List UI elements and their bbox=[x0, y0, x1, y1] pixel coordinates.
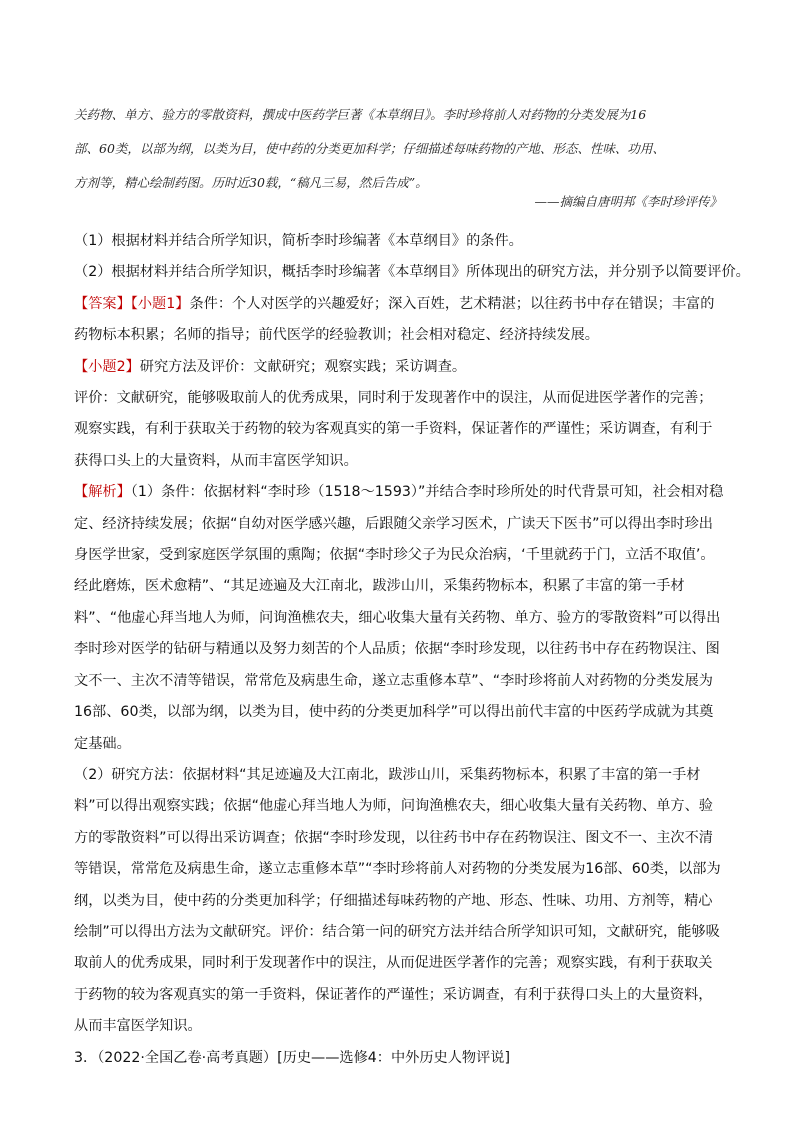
question-1: （1）根据材料并结合所学知识，简析李时珍编著《本草纲目》的条件。 bbox=[74, 233, 523, 249]
sub-question-1-label: 【小题1】 bbox=[130, 295, 190, 312]
material-source-citation: ——摘编自唐明邦《李时珍评传》 bbox=[534, 194, 722, 209]
sub-question-2-label: 【小题2】 bbox=[74, 358, 140, 375]
next-question-heading: 3．（2022·全国乙卷·高考真题）[历史——选修4：中外历史人物评说] bbox=[74, 1049, 511, 1066]
analysis-part-1-text: （1）条件：依据材料“李时珍（1518～1593）”并结合李时珍所处的时代背景可知，社会相对稳定、经济持续发展；依据“自幼对医学感兴趣，后跟随父亲学习医术，广读天下医书”可以得出李时珍出身医学世家，受到家庭医学氛围的熏陶；依据“李时珍父子为民众治病，‘千里就药于门，立活不取值’。经此磨炼，医术愈精”、“其足迹遍及大江南北，跋涉山川，采集药物标本，积累了丰富的第一手材料”、“他虚心拜当地人为师，问询渔樵农夫，细心收集大量有关药物、单方、验方的零散资料”可以得出李时珍对医学的钻研与精通以及努力刻苦的个人品质；依据“李时珍发现，以往药书中存在药物误注、图文不一、主次不清等错误，常常危及病患生命，遂立志重修本草”、“李时珍将前人对药物的分类发展为16部、60类，以部为纲，以类为目，使中药的分类更加科学”可以得出前代丰富的中医药学成就为其奠定基础。 bbox=[74, 484, 724, 752]
question-2: （2）根据材料并结合所学知识，概括李时珍编著《本草纲目》所体现出的研究方法，并分别予以简要评价。 bbox=[74, 264, 750, 281]
analysis-part-2: （2）研究方法：依据材料“其足迹遍及大江南北，跋涉山川，采集药物标本，积累了丰富的第一手材料”可以得出观察实践；依据“他虚心拜当地人为师，问询渔樵农夫，细心收集大量有关药物、单方、验方的零散资料”可以得出采访调查；依据“李时珍发现，以往药书中存在药物误注、图文不一、主次不清等错误，常常危及病患生命，遂立志重修本草”“李时珍将前人对药物的分类发展为16部、60类，以部为纲，以类为目，使中药的分类更加科学；仔细描述每味药物的产地、形态、性味、功用、方剂等，精心绘制”可以得出方法为文献研究。评价：结合第一问的研究方法并结合所学知识可知，文献研究，能够吸取前人的优秀成果，同时利于发现著作中的误注，从而促进医学著作的完善；观察实践，有利于获取关于药物的较为客观真实的第一手资料，保证著作的严谨性；采访调查，有利于获得口头上的大量资料，从而丰富医学知识。 bbox=[74, 766, 721, 1035]
source-material-excerpt bbox=[74, 98, 724, 200]
answer-label: 【答案】 bbox=[74, 295, 131, 312]
answer-sub1 bbox=[74, 289, 726, 352]
analysis-label: 【解析】 bbox=[74, 484, 131, 501]
material-line: 关药物、单方、验方的零散资料，撰成中医药学巨著《本草纲目》。李时珍将前人对药物的分类发展为16 bbox=[74, 107, 647, 122]
answer-sub2-text: 研究方法及评价：文献研究；观察实践；采访调查。 bbox=[139, 358, 467, 375]
answer-evaluation: 评价：文献研究，能够吸取前人的优秀成果，同时利于发现著作中的误注，从而促进医学著作的完善；观察实践，有利于获取关于药物的较为客观真实的第一手资料，保证著作的严谨性；采访调查，有利于获得口头上的大量资料，从而丰富医学知识。 bbox=[74, 390, 713, 469]
answer-sub1-text: 条件：个人对医学的兴趣爱好；深入百姓，艺术精湛；以往药书中存在错误；丰富的药物标本积累；名师的指导；前代医学的经验教训；社会相对稳定、经济持续发展。 bbox=[74, 295, 715, 344]
question-body bbox=[74, 226, 750, 1074]
answer-sub2 bbox=[74, 352, 726, 383]
material-line: 方剂等，精心绘制药图。历时近30载，“稿凡三易，然后告成”。 bbox=[74, 175, 428, 190]
analysis-part-1 bbox=[74, 477, 726, 760]
material-line: 部、60类，以部为纲，以类为目，使中药的分类更加科学；仔细描述每味药物的产地、形态、性味、功用、 bbox=[74, 141, 665, 156]
